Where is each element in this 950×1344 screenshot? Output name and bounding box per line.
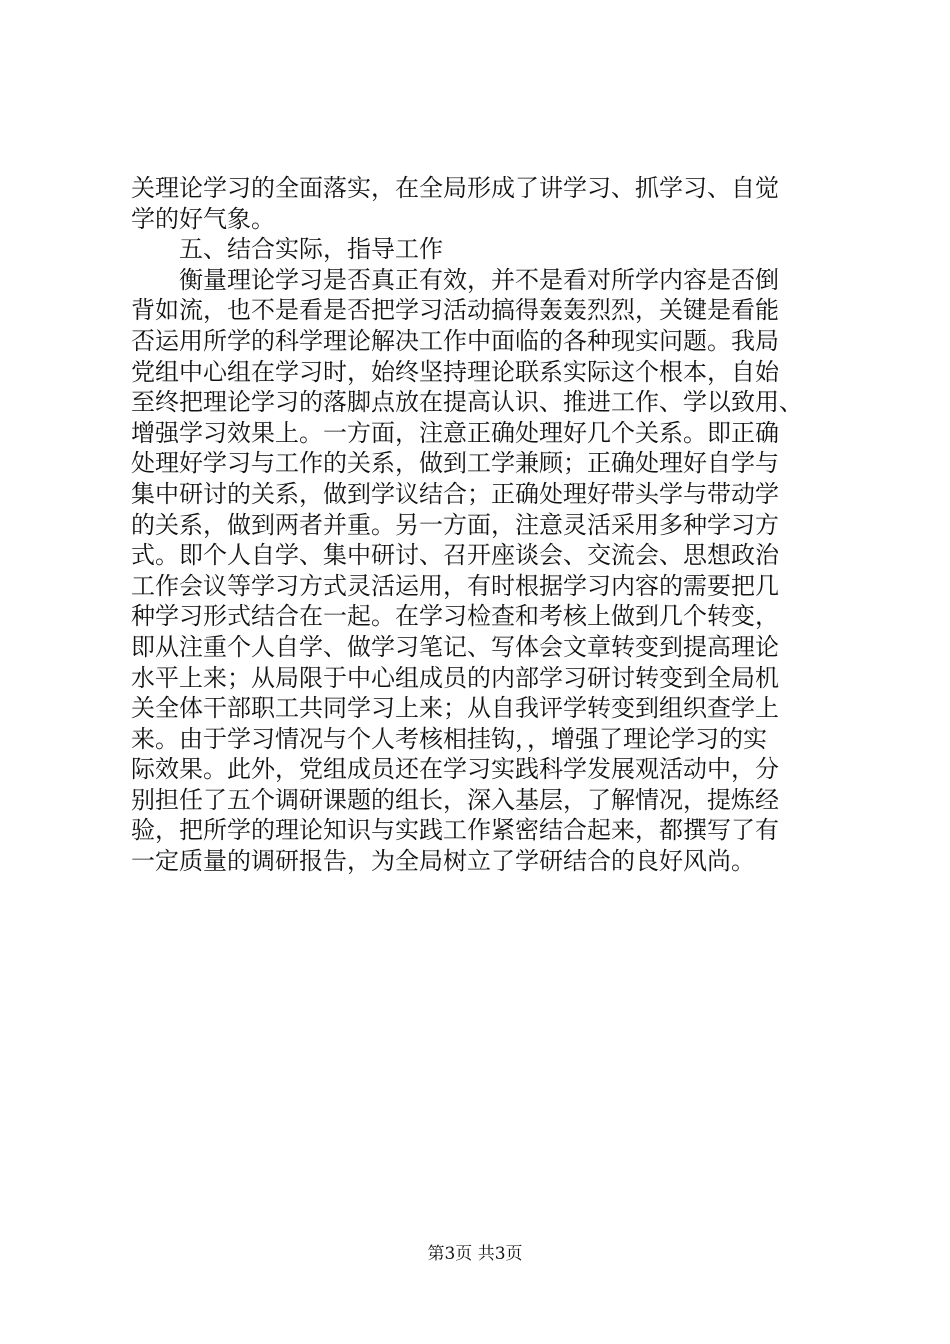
text-line: 种学习形式结合在一起。在学习检查和考核上做到几个转变， — [131, 602, 779, 631]
text-line: 党组中心组在学习时，始终坚持理论联系实际这个根本，自始 — [131, 357, 779, 386]
text-line: 衡量理论学习是否真正有效，并不是看对所学内容是否倒 — [179, 265, 779, 294]
text-line: 式。即个人自学、集中研讨、召开座谈会、交流会、思想政治 — [131, 541, 779, 570]
text-line: 集中研讨的关系，做到学议结合；正确处理好带头学与带动学 — [131, 479, 779, 508]
text-line: 的关系，做到两者并重。另一方面，注意灵活采用多种学习方 — [131, 510, 779, 539]
text-line: 至终把理论学习的落脚点放在提高认识、推进工作、学以致用、 — [131, 388, 803, 417]
text-line: 水平上来；从局限于中心组成员的内部学习研讨转变到全局机 — [131, 663, 779, 692]
text-line: 来。由于学习情况与个人考核相挂钩，，增强了理论学习的实 — [131, 724, 767, 753]
text-line: 增强学习效果上。一方面，注意正确处理好几个关系。即正确 — [131, 418, 779, 447]
text-line: 工作会议等学习方式灵活运用，有时根据学习内容的需要把几 — [131, 571, 779, 600]
text-line: 际效果。此外，党组成员还在学习实践科学发展观活动中，分 — [131, 755, 779, 784]
text-line: 否运用所学的科学理论解决工作中面临的各种现实问题。我局 — [131, 326, 779, 355]
text-line: 学的好气象。 — [131, 204, 275, 233]
text-line: 即从注重个人自学、做学习笔记、写体会文章转变到提高理论 — [131, 632, 779, 661]
text-line: 别担任了五个调研课题的组长，深入基层，了解情况，提炼经 — [131, 785, 779, 814]
text-line: 验，把所学的理论知识与实践工作紧密结合起来，都撰写了有 — [131, 816, 779, 845]
text-line: 关全体干部职工共同学习上来；从自我评学转变到组织查学上 — [131, 694, 779, 723]
section-heading: 五、结合实际，指导工作 — [179, 235, 443, 264]
text-line: 一定质量的调研报告，为全局树立了学研结合的良好风尚。 — [131, 847, 755, 876]
page-footer: 第3页 共3页 — [427, 1244, 523, 1264]
text-line: 处理好学习与工作的关系，做到工学兼顾；正确处理好自学与 — [131, 449, 779, 478]
text-line: 背如流，也不是看是否把学习活动搞得轰轰烈烈，关键是看能 — [131, 296, 779, 325]
text-line: 关理论学习的全面落实，在全局形成了讲学习、抓学习、自觉 — [131, 174, 779, 202]
body-text — [131, 173, 831, 877]
